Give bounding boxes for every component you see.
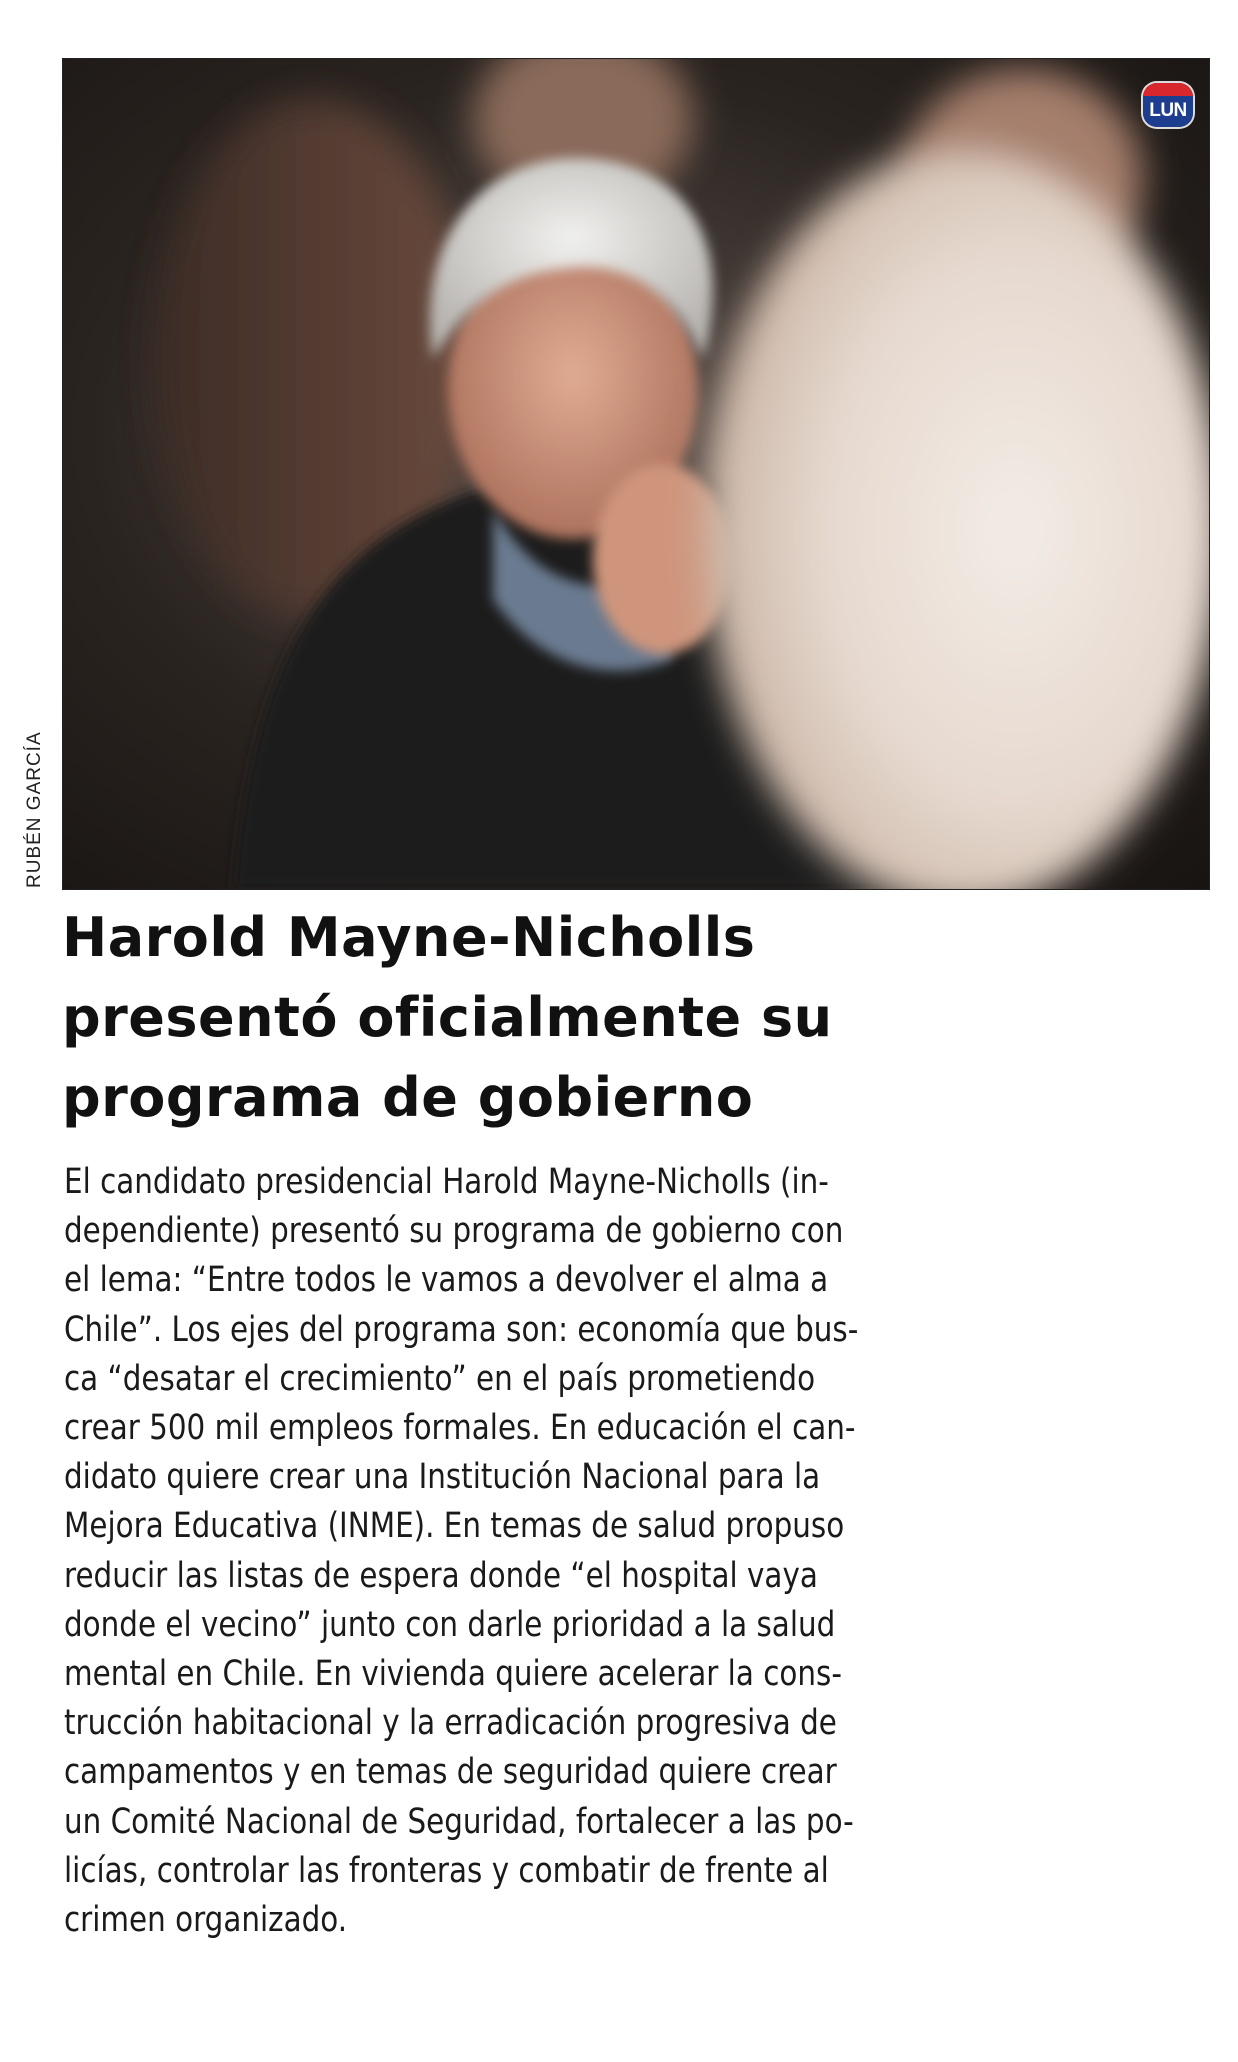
body-line: el lema: “Entre todos le vamos a devolver el alma a <box>64 1260 829 1301</box>
headline-line: programa de gobierno <box>62 1066 754 1129</box>
lun-logo: LUN <box>1143 83 1193 127</box>
body-line: El candidato presidencial Harold Mayne-Nicholls (in- <box>64 1162 829 1202</box>
body-line: reducir las listas de espera donde “el hospital vaya <box>64 1555 818 1596</box>
body-line: dependiente) presentó su programa de gobierno con <box>64 1211 844 1252</box>
body-line: Mejora Educativa (INME). En temas de salud propuso <box>64 1506 845 1547</box>
body-line: donde el vecino” junto con darle prioridad a la salud <box>64 1604 836 1645</box>
headline <box>62 898 1162 1138</box>
body-line: ca “desatar el crecimiento” en el país prometiendo <box>64 1358 816 1399</box>
body-line: mental en Chile. En vivienda quiere acelerar la cons- <box>64 1654 842 1695</box>
body-line: trucción habitacional y la erradicación progresiva de <box>64 1703 837 1744</box>
article-photo <box>62 58 1210 890</box>
photo-credit: RUBÉN GARCÍA <box>24 731 45 888</box>
headline-line: presentó oficialmente su <box>62 986 833 1049</box>
photo-illustration <box>63 59 1209 889</box>
body-line: un Comité Nacional de Seguridad, fortalecer a las po- <box>64 1801 854 1842</box>
body-line: Chile”. Los ejes del programa son: economía que bus- <box>64 1309 859 1350</box>
headline-line: Harold Mayne-Nicholls <box>62 906 756 969</box>
body-line: crear 500 mil empleos formales. En educación el can- <box>64 1408 856 1449</box>
body-line: licías, controlar las fronteras y combatir de frente al <box>64 1850 829 1891</box>
article-body <box>64 1158 870 1945</box>
body-line: crimen organizado. <box>64 1900 348 1941</box>
body-line: didato quiere crear una Institución Nacional para la <box>64 1457 821 1498</box>
body-line: campamentos y en temas de seguridad quiere crear <box>64 1752 837 1793</box>
